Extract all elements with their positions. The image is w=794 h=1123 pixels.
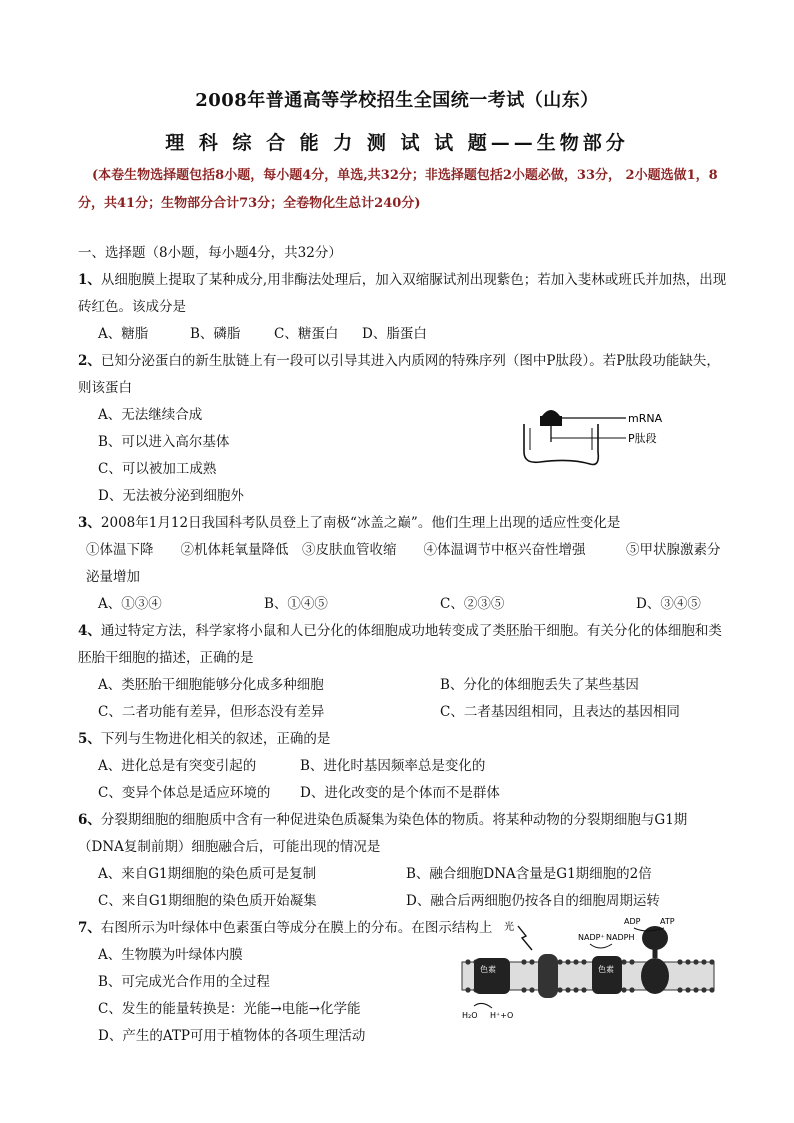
question-number: 1、 bbox=[78, 272, 101, 288]
option-c: C、可以被加工成熟 bbox=[98, 461, 217, 477]
option-b: B、融合细胞DNA含量是G1期细胞的2倍 bbox=[406, 866, 652, 882]
option-row bbox=[78, 699, 728, 726]
adp-label: ADP bbox=[624, 917, 641, 926]
question-stem: 2008年1月12日我国科考队员登上了南极“冰盖之巅”。他们生理上出现的适应性变化是 bbox=[100, 515, 621, 531]
option-a: A、进化总是有突变引起的 bbox=[98, 758, 257, 774]
pigment-complex-1 bbox=[474, 958, 510, 994]
option-d: D、融合后两细胞仍按各自的细胞周期运转 bbox=[406, 893, 660, 909]
question-1 bbox=[78, 267, 728, 348]
option-b: B、可以进入高尔基体 bbox=[98, 434, 230, 450]
pigment-complex-2 bbox=[592, 956, 622, 994]
option-b: B、①④⑤ bbox=[264, 596, 328, 612]
mrna-label: mRNA bbox=[628, 412, 663, 425]
atp-synthase-head bbox=[642, 926, 668, 950]
option-c: C、②③⑤ bbox=[440, 596, 505, 612]
option-row bbox=[78, 861, 728, 888]
option-d: D、无法被分泌到细胞外 bbox=[98, 488, 244, 504]
ribosome-small bbox=[540, 416, 562, 426]
option-a: A、①③④ bbox=[98, 596, 162, 612]
option-c: C、发生的能量转换是：光能→电能→化学能 bbox=[98, 1001, 361, 1017]
question-stem: 通过特定方法，科学家将小鼠和人已分化的体细胞成功地转变成了类胚胎干细胞。有关分化的体细胞和类胚胎干细胞的描述，正确的是 bbox=[78, 623, 722, 666]
option-d: C、二者基因组相同，且表达的基因相同 bbox=[440, 704, 680, 720]
option-b: B、可完成光合作用的全过程 bbox=[98, 974, 270, 990]
question-6 bbox=[78, 807, 728, 915]
question-4 bbox=[78, 618, 728, 726]
water-label: H₂O bbox=[462, 1011, 478, 1020]
option-a: A、类胚胎干细胞能够分化成多种细胞 bbox=[98, 677, 324, 693]
option-row bbox=[78, 753, 728, 780]
option-d: D、脂蛋白 bbox=[362, 326, 427, 342]
question-number: 7、 bbox=[78, 920, 101, 936]
question-number: 4、 bbox=[78, 623, 101, 639]
ribosome-large bbox=[542, 410, 560, 416]
question-stem: 分裂期细胞的细胞质中含有一种促进染色质凝集为染色体的物质。将某种动物的分裂期细胞与G1期（DNA复制前期）细胞融合后，可能出现的情况是 bbox=[78, 812, 688, 855]
option-d: D、产生的ATP可用于植物体的各项生理活动 bbox=[98, 1028, 366, 1044]
exam-instructions: (本卷生物选择题包括8小题，每小题4分，单选,共32分；非选择题包括2小题必做，33分， 2小题选做1，8分，共41分；生物部分合计73分；全卷物化生总计240分) bbox=[78, 168, 718, 211]
question-stem: 从细胞膜上提取了某种成分,用非酶法处理后，加入双缩脲试剂出现紫色；若加入斐林或班氏并加热，出现砖红色。该成分是 bbox=[78, 272, 727, 315]
question-number: 6、 bbox=[78, 812, 101, 828]
option-row bbox=[78, 321, 728, 348]
protein-complex-2 bbox=[538, 954, 558, 998]
exam-subtitle: 理 科 综 合 能 力 测 试 试 题——生物部分 bbox=[165, 132, 629, 154]
pigment-label-2: 色素 bbox=[598, 965, 614, 974]
light-label: 光 bbox=[504, 922, 514, 933]
option-d: D、③④⑤ bbox=[636, 596, 701, 612]
option-b: B、分化的体细胞丢失了某些基因 bbox=[440, 677, 639, 693]
atp-synthase-base bbox=[641, 958, 669, 994]
ribosome-figure bbox=[520, 402, 680, 474]
water-arrow bbox=[474, 1003, 492, 1008]
proton-label: H⁺+O bbox=[490, 1011, 514, 1020]
question-number: 2、 bbox=[78, 353, 101, 369]
question-number: 5、 bbox=[78, 731, 101, 747]
exam-title: 2008年普通高等学校招生全国统一考试（山东） bbox=[195, 90, 599, 111]
option-row bbox=[78, 888, 728, 915]
option-a: A、无法继续合成 bbox=[98, 407, 203, 423]
question-stem: 已知分泌蛋白的新生肽链上有一段可以引导其进入内质网的特殊序列（图中P肽段）。若P肽段功能缺失，则该蛋白 bbox=[78, 353, 720, 396]
membrane-outline bbox=[524, 424, 598, 465]
nadph-label: NADPH bbox=[606, 933, 635, 942]
question-3 bbox=[78, 510, 728, 618]
p-peptide-label: P肽段 bbox=[628, 432, 657, 445]
atp-label: ATP bbox=[660, 917, 675, 926]
section-title: 一、选择题（8小题，每小题4分，共32分） bbox=[78, 245, 342, 261]
pigment-label-1: 色素 bbox=[480, 965, 496, 974]
question-5 bbox=[78, 726, 728, 807]
option-d: D、进化改变的是个体而不是群体 bbox=[300, 785, 500, 801]
question-stem: 右图所示为叶绿体中色素蛋白等成分在膜上的分布。在图示结构上 bbox=[100, 920, 493, 936]
membrane-inner bbox=[530, 428, 592, 450]
option-a: A、来自G1期细胞的染色质可是复制 bbox=[98, 866, 317, 882]
option-c: C、二者功能有差异，但形态没有差异 bbox=[98, 704, 325, 720]
nadp-arrow bbox=[590, 944, 612, 948]
option-row bbox=[78, 780, 728, 807]
nadp-label: NADP⁺ bbox=[578, 933, 605, 942]
question-number: 3、 bbox=[78, 515, 101, 531]
option-b: B、磷脂 bbox=[190, 326, 241, 342]
light-arrow bbox=[518, 926, 532, 950]
question-stem: 下列与生物进化相关的叙述，正确的是 bbox=[100, 731, 331, 747]
thylakoid-membrane-figure bbox=[460, 914, 720, 1034]
question-items: ①体温下降 ②机体耗氧量降低 ③皮肤血管收缩 ④体温调节中枢兴奋性增强 ⑤甲状腺激素分泌量增加 bbox=[86, 542, 721, 585]
option-b: B、进化时基因频率总是变化的 bbox=[300, 758, 486, 774]
option-row bbox=[78, 672, 728, 699]
option-c: C、糖蛋白 bbox=[274, 326, 339, 342]
option-a: A、生物膜为叶绿体内膜 bbox=[98, 947, 243, 963]
option-row bbox=[78, 591, 728, 618]
option-c: C、变异个体总是适应环境的 bbox=[98, 785, 271, 801]
option-c: C、来自G1期细胞的染色质开始凝集 bbox=[98, 893, 317, 909]
option-a: A、糖脂 bbox=[98, 326, 149, 342]
